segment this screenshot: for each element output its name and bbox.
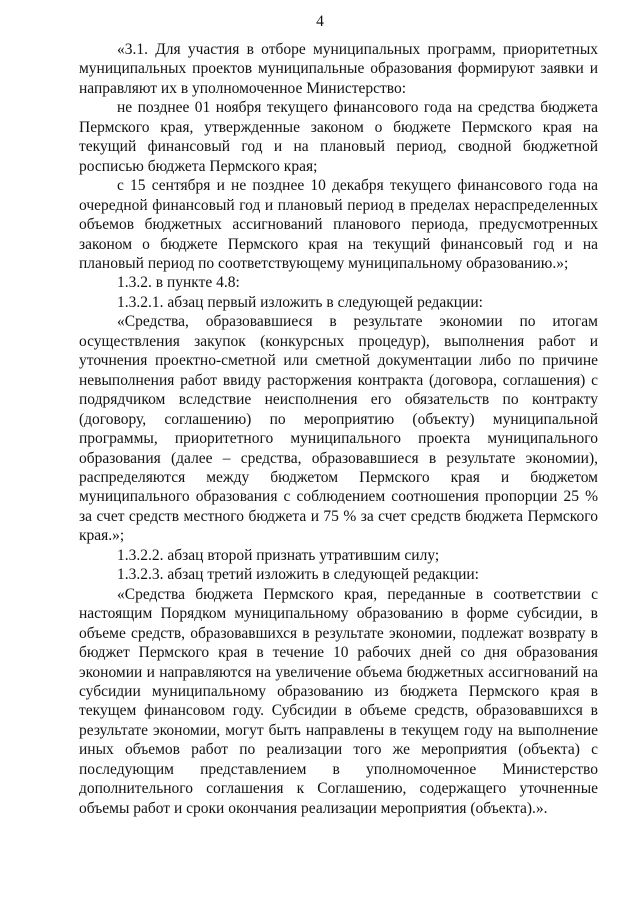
- paragraph-3-1-intro: «3.1. Для участия в отборе муниципальных программ, приоритетных муниципальных проектов муниципальные образования формируют заявки и направляют их в уполномоченное Министерство:: [79, 41, 598, 97]
- paragraph-1-3-2: 1.3.2. в пункте 4.8:: [117, 274, 240, 292]
- page-number: 4: [316, 13, 324, 30]
- paragraph-deadline-november: не позднее 01 ноября текущего финансового года на средства бюджета Пермского края, утвержденные законом о бюджете Пермского края на текущий финансовый год и на плановый период, сводной бюджетной росписью бюджета Пермского края;: [79, 99, 598, 175]
- paragraph-1-3-2-1: 1.3.2.1. абзац первый изложить в следующей редакции:: [117, 293, 483, 311]
- paragraph-1-3-2-2: 1.3.2.2. абзац второй признать утратившим силу;: [117, 546, 440, 564]
- paragraph-deadline-september-december: с 15 сентября и не позднее 10 декабря текущего финансового года на очередной финансовый год и плановый период в пределах нераспределенных объемов бюджетных ассигнований планового периода, предусмотренных законом о бюджете Пермского края на текущий финансовый год и на плановый период по соответствующему муниципальному образованию.»;: [79, 177, 598, 272]
- paragraph-subsidy-return: «Средства бюджета Пермского края, переданные в соответствии с настоящим Порядком муниципальному образованию в форме субсидии, в объеме средств, образовавшихся в результате экономии, подлежат возврату в бюджет Пермского края в течение 10 рабочих дней со дня образования экономии и направляются на увеличение объема бюджетных ассигнований на субсидии муниципальному образованию из бюджета Пермского края в текущем финансовом году. Субсидии в объеме средств, образовавшихся в результате экономии, могут быть направлены в текущем году на выполнение иных объемов работ по реализации того же мероприятия (объекта) с последующим представлением в уполномоченное Министерство дополнительного соглашения к Соглашению, содержащего уточненные объемы работ и сроки окончания реализации мероприятия (объекта).».: [79, 585, 598, 817]
- paragraph-savings-distribution: «Средства, образовавшиеся в результате экономии по итогам осуществления закупок (конкурсных процедур), выполнения работ и уточнения проектно-сметной или сметной документации либо по причине невыполнения работ ввиду расторжения контракта (договора, соглашения) с подрядчиком вследствие неисполнения его обязательств по контракту (договору, соглашению) по мероприятию (объекту) муниципальной программы, приоритетного муниципального проекта муниципального образования (далее – средства, образовавшиеся в результате экономии), распределяются между бюджетом Пермского края и бюджетом муниципального образования с соблюдением соотношения пропорции 25 % за счет средств местного бюджета и 75 % за счет средств бюджета Пермского края.»;: [79, 313, 598, 545]
- paragraph-1-3-2-3: 1.3.2.3. абзац третий изложить в следующей редакции:: [117, 566, 479, 584]
- document-body: [79, 40, 598, 818]
